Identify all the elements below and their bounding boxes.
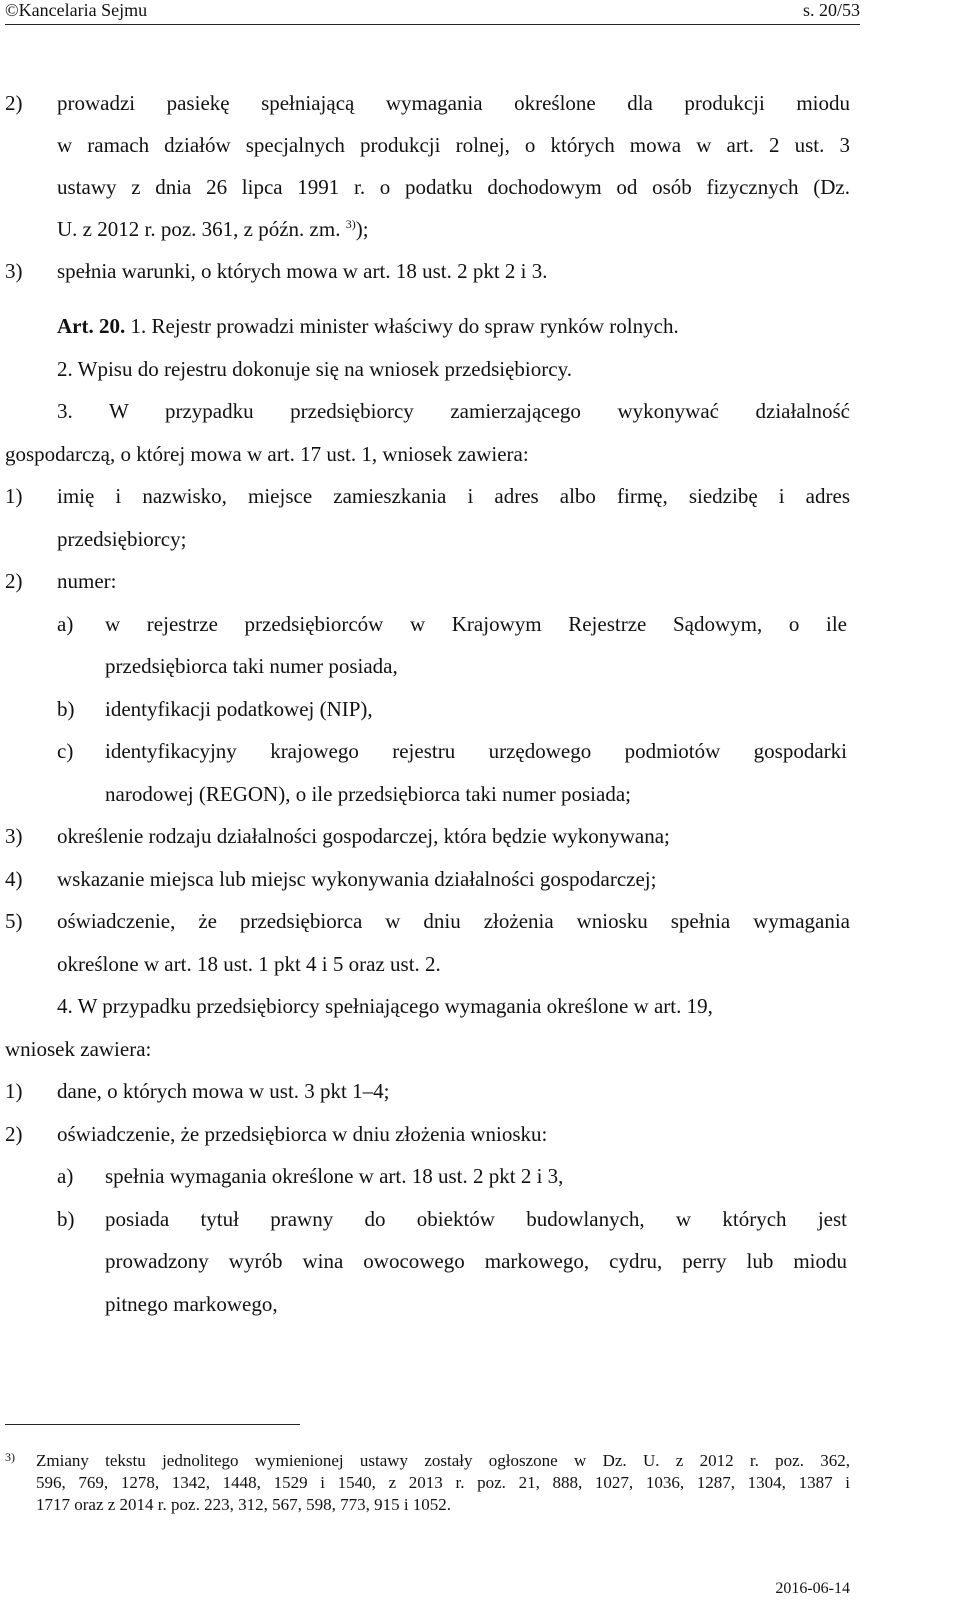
footnote-divider bbox=[5, 1424, 300, 1425]
page-header bbox=[5, 0, 860, 26]
text-line: dane, o których mowa w ust. 3 pkt 1–4; bbox=[57, 1079, 390, 1103]
text-line: gospodarczą, o której mowa w art. 17 ust. 1, wniosek zawiera: bbox=[5, 442, 529, 466]
text-line: w ramach działów specjalnych produkcji rolnej, o których mowa w art. 2 ust. 3 bbox=[57, 133, 850, 157]
list-number: 3) bbox=[5, 824, 23, 848]
text-line: wskazanie miejsca lub miejsc wykonywania działalności gospodarczej; bbox=[57, 867, 657, 891]
text-line: określenie rodzaju działalności gospodarczej, która będzie wykonywana; bbox=[57, 824, 670, 848]
text-line: identyfikacyjny krajowego rejestru urzędowego podmiotów gospodarki bbox=[105, 739, 847, 763]
article-number: Art. 20. bbox=[57, 314, 126, 338]
text-line: wniosek zawiera: bbox=[5, 1037, 152, 1061]
list-number: 2) bbox=[5, 569, 23, 593]
text-line: oświadczenie, że przedsiębiorca w dniu złożenia wniosku spełnia wymagania bbox=[57, 909, 850, 933]
text-line: prowadzi pasiekę spełniającą wymagania określone dla produkcji miodu bbox=[57, 91, 850, 115]
text-line: w rejestrze przedsiębiorców w Krajowym Rejestrze Sądowym, o ile bbox=[105, 612, 847, 636]
list-letter: b) bbox=[57, 1207, 75, 1231]
list-number: 5) bbox=[5, 909, 23, 933]
text-line bbox=[57, 216, 369, 242]
text-line: identyfikacji podatkowej (NIP), bbox=[105, 697, 373, 721]
text-line: ustawy z dnia 26 lipca 1991 r. o podatku dochodowym od osób fizycznych (Dz. bbox=[57, 175, 850, 199]
text-fragment: 1. Rejestr prowadzi minister właściwy do spraw rynków rolnych. bbox=[125, 314, 679, 338]
list-letter: c) bbox=[57, 739, 74, 763]
text-line: 2. Wpisu do rejestru dokonuje się na wniosek przedsiębiorcy. bbox=[57, 357, 572, 381]
text-line: określone w art. 18 ust. 1 pkt 4 i 5 oraz ust. 2. bbox=[57, 952, 441, 976]
list-number: 1) bbox=[5, 484, 23, 508]
text-line: pitnego markowego, bbox=[105, 1292, 278, 1316]
list-letter: a) bbox=[57, 1164, 74, 1188]
text-line: imię i nazwisko, miejsce zamieszkania i adres albo firmę, siedzibę i adres bbox=[57, 484, 850, 508]
list-number: 1) bbox=[5, 1079, 23, 1103]
text-line: spełnia warunki, o których mowa w art. 18 ust. 2 pkt 2 i 3. bbox=[57, 259, 548, 283]
text-line: spełnia wymagania określone w art. 18 ust. 2 pkt 2 i 3, bbox=[105, 1164, 564, 1188]
footnote-line: 596, 769, 1278, 1342, 1448, 1529 i 1540, z 2013 r. poz. 21, 888, 1027, 1036, 1287, 1304, 1387 i bbox=[36, 1473, 850, 1492]
footer-date: 2016-06-14 bbox=[775, 1580, 850, 1597]
text-fragment: ); bbox=[355, 217, 369, 241]
text-line: narodowej (REGON), o ile przedsiębiorca taki numer posiada; bbox=[105, 782, 631, 806]
footnote-line: 1717 oraz z 2014 r. poz. 223, 312, 567, 598, 773, 915 i 1052. bbox=[36, 1495, 452, 1514]
article-heading-line bbox=[57, 313, 679, 339]
text-line: oświadczenie, że przedsiębiorca w dniu złożenia wniosku: bbox=[57, 1122, 548, 1146]
list-number: 2) bbox=[5, 1122, 23, 1146]
text-line: 3. W przypadku przedsiębiorcy zamierzającego wykonywać działalność bbox=[57, 399, 850, 423]
text-line: przedsiębiorcy; bbox=[57, 527, 187, 551]
list-number: 4) bbox=[5, 867, 23, 891]
header-divider bbox=[5, 24, 860, 25]
list-number: 3) bbox=[5, 259, 23, 283]
text-line: posiada tytuł prawny do obiektów budowlanych, w których jest bbox=[105, 1207, 847, 1231]
footnote-marker: 3) bbox=[5, 1450, 15, 1464]
text-line: numer: bbox=[57, 569, 117, 593]
list-number: 2) bbox=[5, 91, 23, 115]
text-fragment: U. z 2012 r. poz. 361, z późn. zm. bbox=[57, 217, 341, 241]
text-line: 4. W przypadku przedsiębiorcy spełniającego wymagania określone w art. 19, bbox=[57, 994, 713, 1018]
header-page-number: s. 20/53 bbox=[802, 0, 860, 20]
footnote-reference: 3) bbox=[345, 217, 356, 231]
text-line: prowadzony wyrób wina owocowego markowego, cydru, perry lub miodu bbox=[105, 1249, 847, 1273]
list-letter: b) bbox=[57, 697, 75, 721]
list-letter: a) bbox=[57, 612, 74, 636]
header-publisher: ©Kancelaria Sejmu bbox=[5, 0, 148, 20]
footnote-line: Zmiany tekstu jednolitego wymienionej ustawy zostały ogłoszone w Dz. U. z 2012 r. poz. 362, bbox=[36, 1451, 850, 1470]
text-line: przedsiębiorca taki numer posiada, bbox=[105, 654, 398, 678]
